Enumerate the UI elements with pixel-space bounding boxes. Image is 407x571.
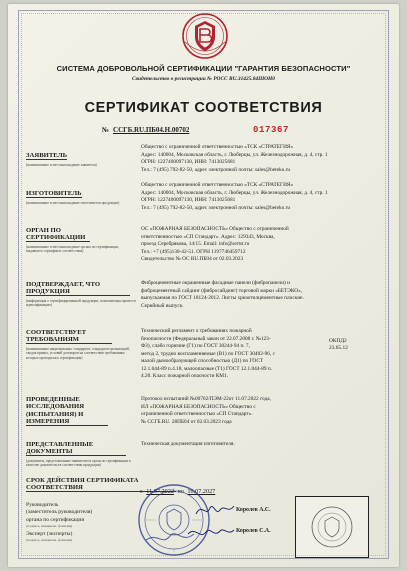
certification-logo-icon [181, 12, 229, 60]
section-heading: ОРГАН ПО СЕРТИФИКАЦИИ [26, 227, 90, 243]
number-value: ССГБ.RU.ПБ04.Н.00702 [113, 126, 190, 134]
serial-number: 017367 [253, 125, 290, 135]
section-heading: ИЗГОТОВИТЕЛЬ [26, 190, 82, 197]
section-value [141, 280, 376, 310]
certificate-number [102, 126, 189, 134]
section-subtitle: (информация о сертифицированной продукции, позволяющая провести идентификацию) [26, 299, 136, 308]
certificate-sheet [8, 4, 399, 567]
section-subtitle: (наименование и местонахождение органа по сертификации, выдавшего сертификат соответствия) [26, 245, 120, 254]
section-label [26, 226, 136, 254]
date-to-prefix: по [177, 488, 184, 495]
value-line: проезд Серебрякова, 14/15. Email: info@sertst.ru [141, 241, 250, 248]
value-line: ИЛ «ПОЖАРНАЯ БЕЗОПАСНОСТЬ» Общество с [141, 403, 256, 410]
value-line: Адрес: 140004, Московская область, г. Люберцы, ул. Железнодорожная, д. 4, стр. 1 [141, 151, 328, 158]
expert-sign-caption: (подпись, инициалы, фамилия) [26, 538, 73, 543]
head-role-line: Руководитель [26, 502, 59, 508]
value-line: Свидетельство № ОС RU.ПБ04 от 02.03.2023 [141, 256, 244, 263]
value-line: ответственностью «СП Стандарт». Адрес: 129343, Москва, [141, 233, 275, 240]
head-role-line: органа по сертификации [26, 516, 85, 523]
value-line: малой дымообразующей способностью (Д1) по ГОСТ [141, 358, 264, 365]
value-line: Общество с ограниченной ответственностью «ТСК «СТРАТЕГИЯ» [141, 144, 294, 150]
section-subtitle: (наименование национальных стандартов, стандартов организаций, сводов правил, условий договоров на соответствие требованиям которых проводилась сертификация) [26, 347, 130, 360]
section-value [141, 396, 376, 426]
validity-heading: СРОК ДЕЙСТВИЯ СЕРТИФИКАТА СООТВЕТСТВИЯ [26, 477, 176, 493]
okpd2-label: ОКПД2 [329, 338, 347, 344]
expert-signature-icon [186, 522, 236, 542]
value-line: ОГРН: 1227400097130, ИНН: 7413025681 [141, 159, 236, 166]
value-line: Технический регламент о требованиях пожарной [141, 328, 252, 334]
value-line: 4.20. Класс пожарной опасности КМ1. [141, 373, 228, 380]
value-line: Фиброцементные окрашенные фасадные панели (фибропанели) и [141, 280, 290, 286]
value-line: фиброцементный сайдинг (фибросайдинг) торговой марки «БЕТЭКО», [141, 287, 303, 294]
date-from: 11.07.2022 [146, 488, 174, 495]
head-sign-caption: (подпись, инициалы, фамилия) [26, 523, 73, 528]
page-title: СЕРТИФИКАТ СООТВЕТСТВИЯ [84, 100, 323, 116]
section-value [141, 144, 376, 174]
date-from-prefix: с [140, 488, 143, 495]
hologram-box [295, 496, 369, 558]
section-value [141, 441, 376, 449]
section-label [26, 280, 136, 308]
section-heading: ПРОВЕДЕННЫЕ ИССЛЕДОВАНИЯ (ИСПЫТАНИЯ) И ИЗМЕРЕНИЯ [26, 396, 108, 426]
expert-role-line: Эксперт (эксперты) [26, 530, 73, 537]
section-heading: ЗАЯВИТЕЛЬ [26, 152, 68, 159]
value-line: 12.1.044-89 п.4.18, малоопасные (Т1) ГОСТ 12.1.044-89 п. [141, 365, 272, 372]
value-line: ФЗ), слабо горючие (Г1) по ГОСТ 30244-94 п. 7, [141, 343, 250, 350]
section-subtitle: (наименование и местонахождение изготовителя продукции) [26, 201, 120, 205]
system-title: СИСТЕМА ДОБРОВОЛЬНОЙ СЕРТИФИКАЦИИ "ГАРАНТИЯ БЕЗОПАСНОСТИ" [56, 64, 351, 73]
value-line: выпускаемая по ГОСТ 18124-2012. Листы хризотилцементные плоские. [141, 295, 304, 302]
value-line: Протокол испытаний №00702/ПЭМ-22от 11.07.2022 года, [141, 396, 271, 402]
head-role-line: (заместитель руководителя) [26, 509, 93, 516]
registration-line: Свидетельство о регистрации № РОСС RU.З1425.04ШОН0 [132, 76, 275, 82]
value-line: Общество с ограниченной ответственностью «ТСК «СТРАТЕГИЯ» [141, 182, 294, 188]
value-line: ОС «ПОЖАРНАЯ БЕЗОПАСНОСТЬ» Общество с ограниченной [141, 226, 289, 232]
value-line: Тел.: +7 (495)130-42-51. ОГРН 1197746459712 [141, 248, 246, 255]
value-line: Техническая документация изготовителя. [141, 441, 235, 447]
head-signature-icon [194, 500, 236, 520]
okpd2-value: 23.65.12 [329, 345, 348, 352]
head-signer-name: Королев А.С. [236, 507, 271, 513]
section-subtitle: (документы, представленные заявителем в орган по сертификации в качестве доказательств соответствия продукции) [26, 459, 131, 468]
section-value [141, 226, 376, 264]
value-line: Тел.: 7 (495) 792-82-50, адрес электронной почты: sales@beteko.ru [141, 166, 291, 173]
section-label [26, 144, 136, 167]
value-line: Тел.: 7 (495) 792-82-50, адрес электронной почты: sales@beteko.ru [141, 204, 291, 211]
value-line: ОГРН: 1227400097130, ИНН: 7413025681 [141, 197, 236, 204]
certification-stamp-icon [136, 482, 212, 558]
section-label [26, 396, 136, 428]
hologram-seal-icon [296, 497, 368, 557]
value-line: метод 2, трудно воспламеняемые (В1) по ГОСТ 30402-96, с [141, 350, 275, 357]
section-value [141, 328, 341, 381]
value-line: Адрес: 140004, Московская область, г. Люберцы, ул. Железнодорожная, д. 4, стр. 1 [141, 189, 328, 196]
value-line: Серийный выпуск. [141, 302, 184, 309]
okpd2-code [329, 338, 348, 353]
date-to: 10.07.2027 [187, 488, 216, 495]
section-value [141, 182, 376, 212]
section-heading: ПОДТВЕРЖДАЕТ, ЧТО ПРОДУКЦИЯ [26, 281, 130, 297]
section-label [26, 440, 136, 468]
expert-signer-name: Королев С.А. [236, 528, 271, 534]
value-line: безопасности (Федеральный закон от 22.07.2008 г. №123- [141, 335, 271, 342]
section-subtitle: (наименование и местонахождение заявителя) [26, 163, 97, 167]
value-line: № ССГБ.RU. 28ПБ04 от 02.03.2023 года [141, 418, 232, 425]
section-label [26, 328, 136, 360]
section-label [26, 182, 136, 205]
number-prefix: № [102, 126, 110, 134]
section-heading: СООТВЕТСТВУЕТ ТРЕБОВАНИЯМ [26, 329, 112, 345]
value-line: ограниченной ответственностью «СП Стандарт». [141, 411, 253, 418]
section-heading: ПРЕДСТАВЛЕННЫЕ ДОКУМЕНТЫ [26, 441, 126, 457]
